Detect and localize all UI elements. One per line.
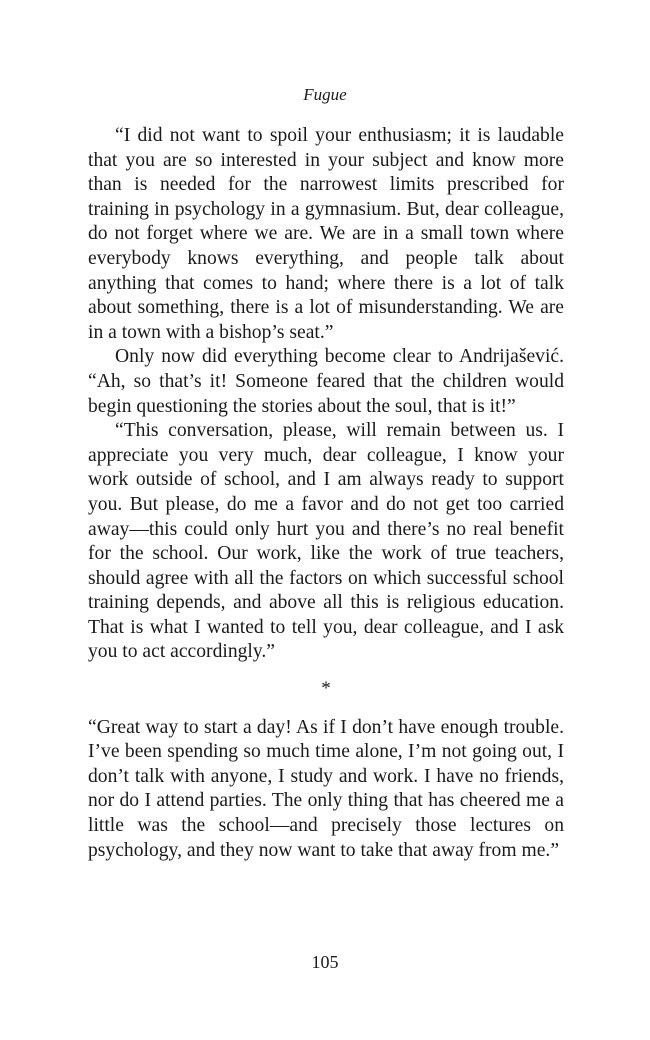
running-head: Fugue [303,85,347,104]
paragraph-inner-monologue: “Great way to start a day! As if I don’t have enough trouble. I’ve been spending so much time alone, I’m not going out, I don’t talk with anyone, I study and work. I have no friends, nor do I attend parties. The only thing that has cheered me a little was the school—and precisely those lectures on psychology, and they now want to take that away from me.” [88,716,564,861]
paragraph-andrijasevic-realization: Only now did everything become clear to Andrijašević. “Ah, so that’s it! Someone feared that the children would begin questioning the stories about the soul, that is it!” [88,346,564,417]
paragraph-principal-speech: “I did not want to spoil your enthusiasm; it is laudable that you are so interested in your subject and know more than is needed for the narrowest limits prescribed for training in psychology in a gymnasium. But, dear colleague, do not forget where we are. We are in a small town where everybody knows everything, and people talk about anything that comes to hand; where there is a lot of talk about something, there is a lot of misunderstanding. We are in a town with a bishop’s seat.” [88,125,564,343]
paragraph-principal-conclusion: “This conversation, please, will remain between us. I appreciate you very much, dear colleague, I know your work outside of school, and I am always ready to support you. But please, do me a favor and do not get too carried away—this could only hurt you and there’s no real benefit for the school. Our work, like the work of true teachers, should agree with all the factors on which successful school training depends, and above all this is religious education. That is what I wanted to tell you, dear colleague, and I ask you to act accordingly.” [88,420,564,663]
body-text [88,124,564,863]
section-break-asterisk: * [321,678,331,700]
page-number: 105 [311,952,339,972]
